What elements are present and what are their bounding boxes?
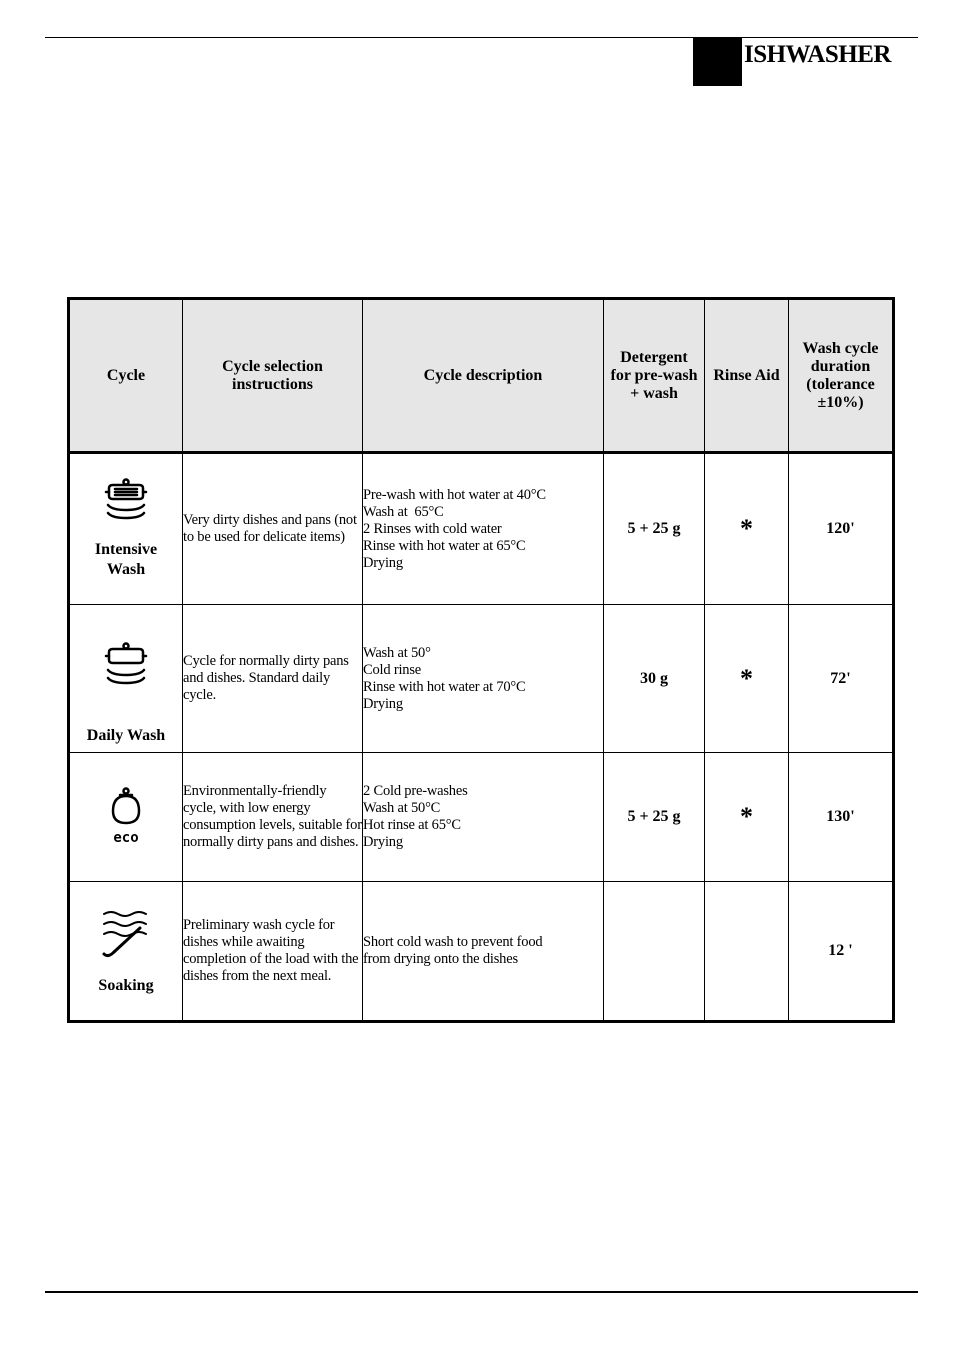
detergent-cell: 30 g [604,605,705,753]
duration-cell: 72' [789,605,894,753]
description-line: Drying [363,834,403,850]
cycle-cell [69,453,183,605]
column-header-description: Cycle description [363,299,604,453]
description-line: Drying [363,695,403,712]
footer-rule [45,1291,918,1293]
cycle-cell [69,753,183,882]
rinse-aid-cell: * [705,753,789,882]
instructions-cell: Environmentally-friendly cycle, with low energy consumption levels, suitable for normally dirty pans and dishes. [183,753,363,882]
description-line: Wash at 50° [363,644,431,661]
duration-cell: 120' [789,453,894,605]
detergent-cell [604,882,705,1022]
duration-cell: 12 ' [789,882,894,1022]
table-row [69,753,894,882]
header-tab-marker [693,38,742,86]
eco-icon [104,787,148,847]
eco-label: eco [113,830,139,846]
description-cell [363,605,604,753]
cycle-name: Daily Wash [86,727,166,744]
table-row [69,605,894,753]
cycle-cell [69,882,183,1022]
description-line: 2 Rinses with cold water [363,520,502,537]
rinse-aid-cell: * [705,605,789,753]
description-line: from drying onto the dishes [363,951,518,967]
description-line: Drying [363,554,403,571]
description-line: Cold rinse [363,661,422,678]
description-cell [363,453,604,605]
description-line: Pre-wash with hot water at 40°C [363,486,546,503]
column-header-detergent: Detergent for pre-wash + wash [604,299,705,453]
column-header-cycle: Cycle [69,299,183,453]
page-title: ISHWASHER [744,41,891,68]
rinse-aid-cell [705,882,789,1022]
table-row [69,453,894,605]
description-line: 2 Cold pre-washes [363,783,468,799]
description-cell [363,753,604,882]
duration-cell: 130' [789,753,894,882]
column-header-duration: Wash cycle duration (tolerance ±10%) [789,299,894,453]
cycle-cell [69,605,183,753]
cycle-name: Intensive Wash [94,541,158,578]
intensive-wash-icon [96,478,156,534]
instructions-cell: Preliminary wash cycle for dishes while awaiting completion of the load with the dishes from the next meal. [183,882,363,1022]
description-line: Short cold wash to prevent food [363,934,543,950]
header-rule [45,37,918,38]
column-header-instructions: Cycle selection instructions [183,299,363,453]
description-line: Wash at 50°C [363,800,441,816]
description-line: Rinse with hot water at 65°C [363,537,526,554]
description-line: Hot rinse at 65°C [363,817,461,833]
table-row [69,882,894,1022]
column-header-rinse-aid: Rinse Aid [705,299,789,453]
instructions-cell: Very dirty dishes and pans (not to be used for delicate items) [183,453,363,605]
description-cell [363,882,604,1022]
instructions-cell: Cycle for normally dirty pans and dishes. Standard daily cycle. [183,605,363,753]
detergent-cell: 5 + 25 g [604,753,705,882]
wash-cycle-table [67,297,895,1023]
description-line: Wash at 65°C [363,503,444,520]
daily-wash-icon [96,642,156,698]
detergent-cell: 5 + 25 g [604,453,705,605]
table-header-row [69,299,894,453]
description-line: Rinse with hot water at 70°C [363,678,526,695]
cycle-name: Soaking [98,977,154,994]
rinse-aid-cell: * [705,453,789,605]
soaking-icon [96,906,156,962]
